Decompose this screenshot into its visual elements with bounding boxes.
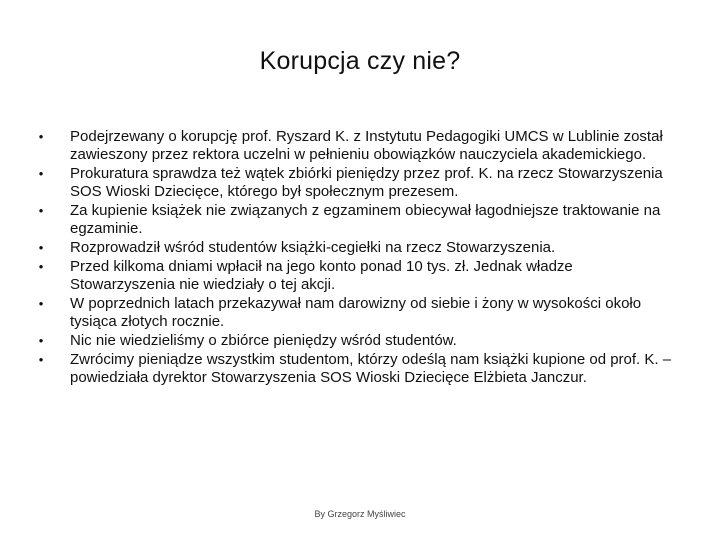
bullet-icon: •: [38, 352, 44, 367]
bullet-text: Podejrzewany o korupcję prof. Ryszard K. z Instytutu Pedagogiki UMCS w Lublinie został zawieszony przez rektora uczelni w pełnieniu obowiązków nauczyciela akademickiego.: [70, 128, 663, 163]
bullet-item: [36, 332, 676, 350]
bullet-item: [36, 351, 676, 387]
footer-credit: By Grzegorz Myśliwiec: [314, 509, 406, 519]
bullet-icon: •: [38, 333, 44, 348]
bullet-icon: •: [38, 166, 44, 181]
bullet-item: [36, 295, 676, 331]
slide-title: Korupcja czy nie?: [259, 47, 461, 75]
bullet-text: Za kupienie książek nie związanych z egzaminem obiecywał łagodniejsze traktowanie na egzaminie.: [70, 202, 661, 237]
bullet-text: Zwrócimy pieniądze wszystkim studentom, którzy odeślą nam książki kupione od prof. K. – powiedziała dyrektor Stowarzyszenia SOS Wioski Dziecięce Elżbieta Janczur.: [70, 351, 672, 386]
bullet-text: Prokuratura sprawdza też wątek zbiórki pieniędzy przez prof. K. na rzecz Stowarzyszenia SOS Wioski Dziecięce, którego był społecznym prezesem.: [70, 165, 663, 200]
bullet-text: Rozprowadził wśród studentów książki-cegiełki na rzecz Stowarzyszenia.: [70, 239, 556, 256]
bullet-item: [36, 239, 676, 257]
bullet-icon: •: [38, 259, 44, 274]
bullet-item: [36, 165, 676, 201]
bullet-icon: •: [38, 240, 44, 255]
bullet-item: [36, 128, 676, 164]
bullet-item: [36, 202, 676, 238]
bullet-icon: •: [38, 203, 44, 218]
bullet-icon: •: [38, 129, 44, 144]
bullet-text: Nic nie wiedzieliśmy o zbiórce pieniędzy wśród studentów.: [70, 332, 457, 349]
bullet-icon: •: [38, 296, 44, 311]
bullet-text: W poprzednich latach przekazywał nam darowizny od siebie i żony w wysokości około tysiąca złotych rocznie.: [70, 295, 642, 330]
bullet-item: [36, 258, 676, 294]
bullet-list: [36, 128, 676, 388]
bullet-text: Przed kilkoma dniami wpłacił na jego konto ponad 10 tys. zł. Jednak władze Stowarzyszenia nie wiedziały o tej akcji.: [70, 258, 573, 293]
